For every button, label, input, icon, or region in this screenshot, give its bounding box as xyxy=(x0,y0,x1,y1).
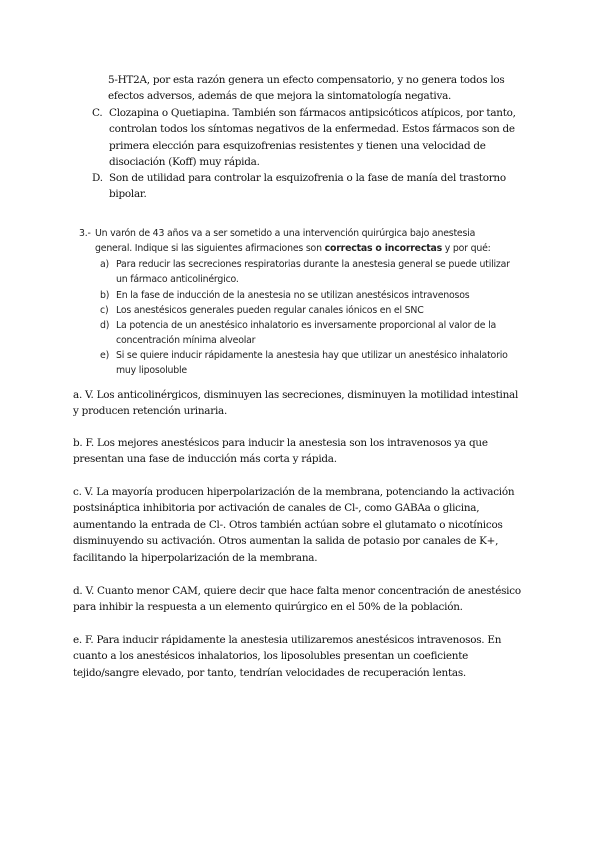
answer-d xyxy=(73,583,528,616)
option-c xyxy=(92,105,530,171)
text-line: Si se quiere inducir rápidamente la anestesia hay que utilizar un anestésico inhalatorio xyxy=(116,350,508,361)
stem-text: y por qué: xyxy=(444,243,491,254)
question-item-a xyxy=(100,257,510,287)
option-d xyxy=(92,170,530,203)
item-letter: b) xyxy=(100,290,110,301)
option-letter: D. xyxy=(92,172,103,184)
text-line: cuanto a los anestésicos inhalatorios, los liposolubles presentan un coeficiente xyxy=(73,650,469,663)
question-item-b xyxy=(100,288,510,303)
text-line: Clozapina o Quetiapina. También son fármacos antipsicóticos atípicos, por tanto, xyxy=(109,107,516,119)
text-line: e. F. Para inducir rápidamente la anestesia utilizaremos anestésicos intravenosos. En xyxy=(73,634,502,646)
item-letter: a) xyxy=(100,259,110,270)
text-line: En la fase de inducción de la anestesia no se utilizan anestésicos intravenosos xyxy=(116,290,470,301)
text-line: Los anestésicos generales pueden regular canales iónicos en el SNC xyxy=(116,305,424,316)
text-line: presentan una fase de inducción más corta y rápida. xyxy=(73,453,337,466)
item-letter: e) xyxy=(100,350,110,361)
question-3 xyxy=(79,226,509,256)
text-line: 5-HT2A, por esta razón genera un efecto compensatorio, y no genera todos los xyxy=(108,74,505,86)
question-item-d xyxy=(100,318,510,348)
question-stem-line: Un varón de 43 años va a ser sometido a una intervención quirúrgica bajo anestesia xyxy=(95,228,476,239)
text-line: d. V. Cuanto menor CAM, quiere decir que hace falta menor concentración de anestésico xyxy=(73,585,521,597)
item-letter: d) xyxy=(100,320,110,331)
question-stem-line xyxy=(95,241,509,256)
text-line: un fármaco anticolinérgico. xyxy=(116,274,239,285)
text-line: muy liposoluble xyxy=(116,365,187,376)
text-line: controlan todos los síntomas negativos de la enfermedad. Estos fármacos son de xyxy=(109,123,515,136)
answer-e xyxy=(73,632,528,681)
text-line: Son de utilidad para controlar la esquizofrenia o la fase de manía del trastorno xyxy=(109,172,506,184)
text-line: aumentando la entrada de Cl-. Otros también actúan sobre el glutamato o nicotínicos xyxy=(73,518,503,531)
text-line: La potencia de un anestésico inhalatorio es inversamente proporcional al valor de la xyxy=(116,320,497,331)
answer-c xyxy=(73,484,528,566)
text-line: a. V. Los anticolinérgicos, disminuyen las secreciones, disminuyen la motilidad intestinal xyxy=(73,389,519,401)
question-item-c xyxy=(100,303,510,318)
answer-a xyxy=(73,387,528,420)
continuation-paragraph xyxy=(108,72,528,105)
text-line: efectos adversos, además de que mejora la sintomatología negativa. xyxy=(108,90,452,103)
text-line: bipolar. xyxy=(109,188,147,201)
text-line: primera elección para esquizofrenias resistentes y tienen una velocidad de xyxy=(109,139,486,152)
text-line: concentración mínima alveolar xyxy=(116,335,256,346)
question-number: 3.- xyxy=(79,228,91,239)
option-letter: C. xyxy=(92,107,103,119)
answer-b xyxy=(73,435,528,468)
text-line: disminuyendo su activación. Otros aumentan la salida de potasio por canales de K+, xyxy=(73,535,499,548)
stem-text: general. Indique si las siguientes afirmaciones son xyxy=(95,243,322,254)
text-line: para inhibir la respuesta a un elemento quirúrgico en el 50% de la población. xyxy=(73,601,463,614)
text-line: disociación (Koff) muy rápida. xyxy=(109,156,260,169)
question-item-e xyxy=(100,348,510,378)
text-line: tejido/sangre elevado, por tanto, tendrían velocidades de recuperación lentas. xyxy=(73,666,466,679)
text-line: y producen retención urinaria. xyxy=(73,405,228,418)
text-line: b. F. Los mejores anestésicos para inducir la anestesia son los intravenosos ya que xyxy=(73,437,488,449)
text-line: c. V. La mayoría producen hiperpolarización de la membrana, potenciando la activación xyxy=(73,486,515,498)
text-line: facilitando la hiperpolarización de la membrana. xyxy=(73,551,318,564)
stem-emphasis: correctas o incorrectas xyxy=(324,243,442,254)
text-line: postsináptica inhibitoria por activación de canales de Cl-, como GABAa o glicina, xyxy=(73,502,480,515)
text-line: Para reducir las secreciones respiratorias durante la anestesia general se puede utilizar xyxy=(116,259,510,270)
item-letter: c) xyxy=(100,305,109,316)
